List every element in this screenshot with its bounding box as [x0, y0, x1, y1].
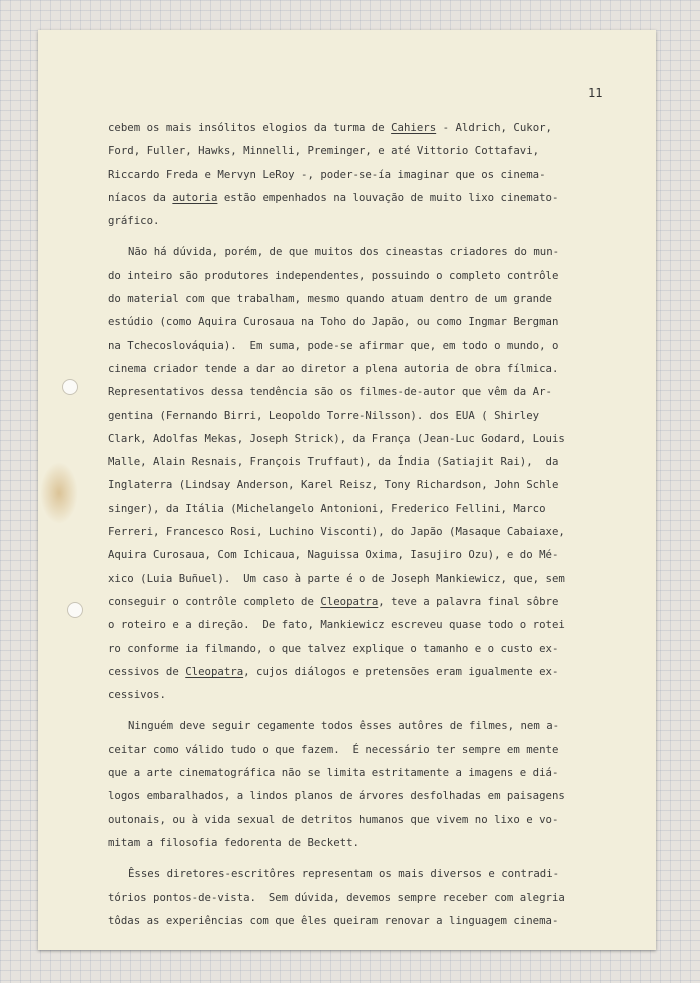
text-run: o roteiro e a direção. De fato, Mankiewicz escreveu quase todo o rotei: [108, 618, 565, 632]
text-line: [108, 520, 618, 543]
paragraph: [108, 240, 618, 706]
punch-hole-upper: [62, 379, 78, 395]
text-run: ro conforme ia filmando, o que talvez explique o tamanho e o custo ex-: [108, 641, 559, 655]
underlined-title: Cleopatra: [185, 664, 244, 678]
paragraph-gap: [108, 706, 618, 714]
text-run: cessivos de: [108, 664, 186, 678]
page-number: 11: [588, 86, 603, 100]
text-line: [108, 209, 618, 232]
text-line: [108, 683, 618, 706]
text-line: [108, 357, 618, 380]
text-line: [108, 761, 618, 784]
text-line: [108, 637, 618, 660]
text-run: cinema criador tende a dar ao diretor a plena autoria de obra fílmica.: [108, 361, 559, 375]
paragraph-gap: [108, 232, 618, 240]
text-run: Aquira Curosaua, Com Ichicaua, Naguissa Oxima, Iasujiro Ozu), e do Mé-: [108, 548, 559, 562]
text-line: [108, 310, 618, 333]
text-run: Representativos dessa tendência são os filmes-de-autor que vêm da Ar-: [108, 385, 552, 399]
text-run: Não há dúvida, porém, de que muitos dos cineastas criadores do mun-: [128, 245, 560, 259]
text-run: Ferreri, Francesco Rosi, Luchino Visconti), do Japão (Masaque Cabaiaxe,: [108, 525, 565, 539]
text-line: [108, 590, 618, 613]
text-line: [108, 862, 618, 885]
underlined-title: Cleopatra: [320, 594, 379, 608]
text-line: [108, 567, 618, 590]
text-line: [108, 186, 618, 209]
text-line: [108, 473, 618, 496]
text-line: [108, 264, 618, 287]
text-line: [108, 163, 618, 186]
text-run: gráfico.: [108, 214, 160, 228]
text-line: [108, 380, 618, 403]
text-run: - Aldrich, Cukor,: [436, 121, 552, 134]
underlined-title: autoria: [172, 190, 218, 204]
text-run: na Tchecoslováquia). Em suma, pode-se afirmar que, em todo o mundo, o: [108, 338, 559, 352]
text-line: [108, 450, 618, 473]
text-line: [108, 543, 618, 566]
text-line: [108, 240, 618, 263]
text-line: [108, 116, 618, 139]
text-run: cessivos.: [108, 688, 166, 702]
text-run: conseguir o contrôle completo de: [108, 594, 321, 608]
text-run: do inteiro são produtores independentes, possuindo o completo contrôle: [108, 268, 559, 282]
text-run: Êsses diretores-escritôres representam os mais diversos e contradi-: [128, 867, 560, 881]
text-run: estúdio (como Aquira Curosaua na Toho do Japão, ou como Ingmar Bergman: [108, 315, 559, 329]
text-run: , teve a palavra final sôbre: [378, 594, 559, 608]
text-line: [108, 613, 618, 636]
text-line: [108, 909, 618, 932]
text-run: ceitar como válido tudo o que fazem. É necessário ter sempre em mente: [108, 742, 559, 756]
text-line: [108, 831, 618, 854]
text-run: mitam a filosofia fedorenta de Beckett.: [108, 835, 359, 849]
text-line: [108, 404, 618, 427]
text-run: do material com que trabalham, mesmo quando atuam dentro de um grande: [108, 292, 552, 306]
punch-hole-lower: [67, 602, 83, 618]
text-line: [108, 660, 618, 683]
text-run: tórios pontos-de-vista. Sem dúvida, devemos sempre receber com alegria: [108, 890, 565, 904]
paragraph: [108, 714, 618, 854]
paragraph: [108, 116, 618, 232]
text-line: [108, 287, 618, 310]
text-line: [108, 334, 618, 357]
body-text: [108, 116, 618, 932]
text-run: Ninguém deve seguir cegamente todos êsses autôres de filmes, nem a-: [128, 719, 560, 733]
text-run: Inglaterra (Lindsay Anderson, Karel Reisz, Tony Richardson, John Schle: [108, 478, 559, 492]
text-line: [108, 784, 618, 807]
text-run: gentina (Fernando Birri, Leopoldo Torre-Nilsson). dos EUA ( Shirley: [108, 408, 540, 422]
underlined-title: Cahiers: [391, 121, 437, 134]
paper-stain: [40, 462, 78, 524]
text-line: [108, 714, 618, 737]
text-run: Ford, Fuller, Hawks, Minnelli, Preminger, e até Vittorio Cottafavi,: [108, 144, 540, 158]
text-line: [108, 738, 618, 761]
text-run: que a arte cinematográfica não se limita estritamente a imagens e diá-: [108, 766, 559, 780]
text-run: Malle, Alain Resnais, François Truffaut), da Índia (Satiajit Rai), da: [108, 455, 559, 469]
text-run: , cujos diálogos e pretensões eram igualmente ex-: [243, 664, 559, 678]
text-run: níacos da: [108, 190, 173, 204]
text-run: Riccardo Freda e Mervyn LeRoy -, poder-se-ía imaginar que os cinema-: [108, 167, 546, 181]
text-line: [108, 427, 618, 450]
text-run: tôdas as experiências com que êles queiram renovar a linguagem cinema-: [108, 913, 559, 927]
paragraph: [108, 862, 618, 932]
text-line: [108, 886, 618, 909]
text-line: [108, 808, 618, 831]
text-line: [108, 139, 618, 162]
text-run: xico (Luia Buñuel). Um caso à parte é o de Joseph Mankiewicz, que, sem: [108, 571, 565, 585]
text-run: Clark, Adolfas Mekas, Joseph Strick), da França (Jean-Luc Godard, Louis: [108, 431, 565, 445]
text-run: outonais, ou à vida sexual de detritos humanos que vivem no lixo e vo-: [108, 812, 559, 826]
text-run: estão empenhados na louvação de muito lixo cinemato-: [217, 190, 559, 204]
text-run: cebem os mais insólitos elogios da turma de: [108, 121, 392, 134]
text-line: [108, 497, 618, 520]
text-run: logos embaralhados, a lindos planos de árvores desfolhadas em paisagens: [108, 789, 565, 803]
paragraph-gap: [108, 854, 618, 862]
text-run: singer), da Itália (Michelangelo Antonioni, Frederico Fellini, Marco: [108, 501, 546, 515]
